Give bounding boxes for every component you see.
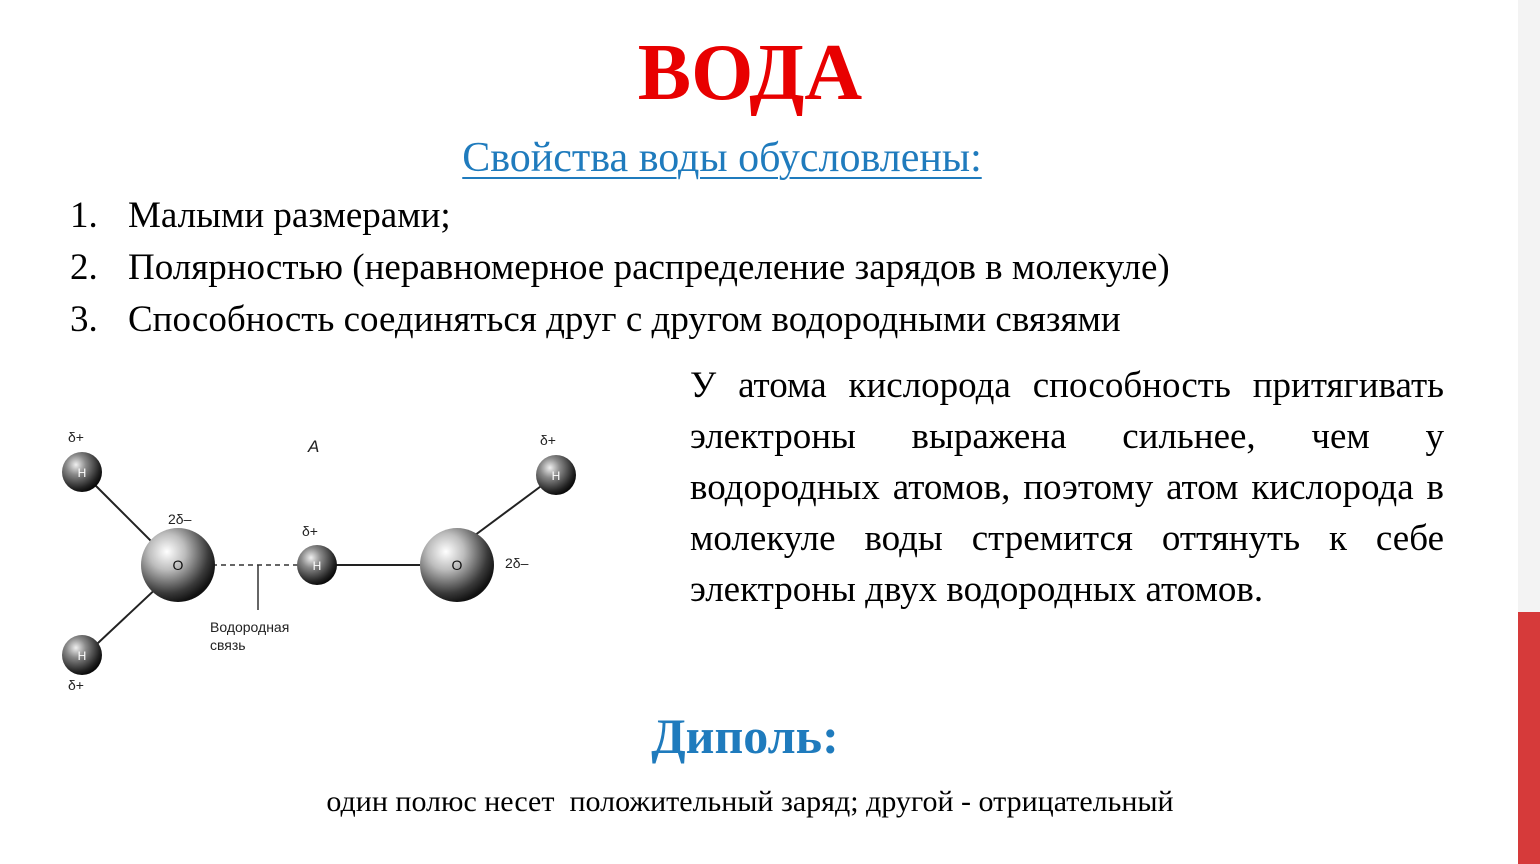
hydrogen-bond-label: связь [210, 637, 246, 653]
slide-subtitle: Свойства воды обусловлены: [462, 135, 982, 181]
properties-list [70, 190, 1170, 346]
atom-label: H [551, 469, 561, 483]
list-text: Полярностью (неравномерное распределение зарядов в молекуле) [128, 247, 1170, 288]
charge-label: δ+ [68, 677, 84, 693]
panel-label: A [308, 437, 320, 456]
list-number: 3. [70, 299, 98, 340]
list-item [70, 190, 1170, 242]
charge-label: δ+ [540, 432, 556, 448]
atom-label: H [312, 559, 322, 573]
hydrogen-bond-label: Водородная [210, 619, 290, 635]
explanation-paragraph: У атома кислорода способность притягивать электроны выражена сильнее, чем у водородных атомов, поэтому атом кислорода в молекуле воды стремится оттянуть к себе электроны двух водородных атомов. [690, 365, 1444, 610]
list-item [70, 294, 1170, 346]
list-text: Способность соединяться друг с другом водородными связями [128, 299, 1121, 340]
charge-label: δ+ [68, 429, 84, 445]
dipole-description: один полюс несет положительный заряд; другой - отрицательный [326, 785, 1174, 818]
water-molecules-diagram [50, 410, 590, 710]
list-number: 1. [70, 195, 98, 236]
right-band-accent [1518, 612, 1540, 864]
charge-label: 2δ– [168, 511, 192, 527]
dipole-title: Диполь: [651, 708, 839, 764]
list-item [70, 242, 1170, 294]
right-decor-band [1518, 0, 1540, 864]
atom-label: O [451, 557, 463, 573]
right-band-upper [1518, 0, 1540, 612]
charge-label: δ+ [302, 523, 318, 539]
atom-label: H [77, 649, 87, 663]
atom-label: O [172, 557, 184, 573]
slide-title: ВОДА [637, 29, 863, 117]
list-number: 2. [70, 247, 98, 288]
list-text: Малыми размерами; [128, 195, 451, 236]
charge-label: 2δ– [505, 555, 529, 571]
atom-label: H [77, 466, 87, 480]
